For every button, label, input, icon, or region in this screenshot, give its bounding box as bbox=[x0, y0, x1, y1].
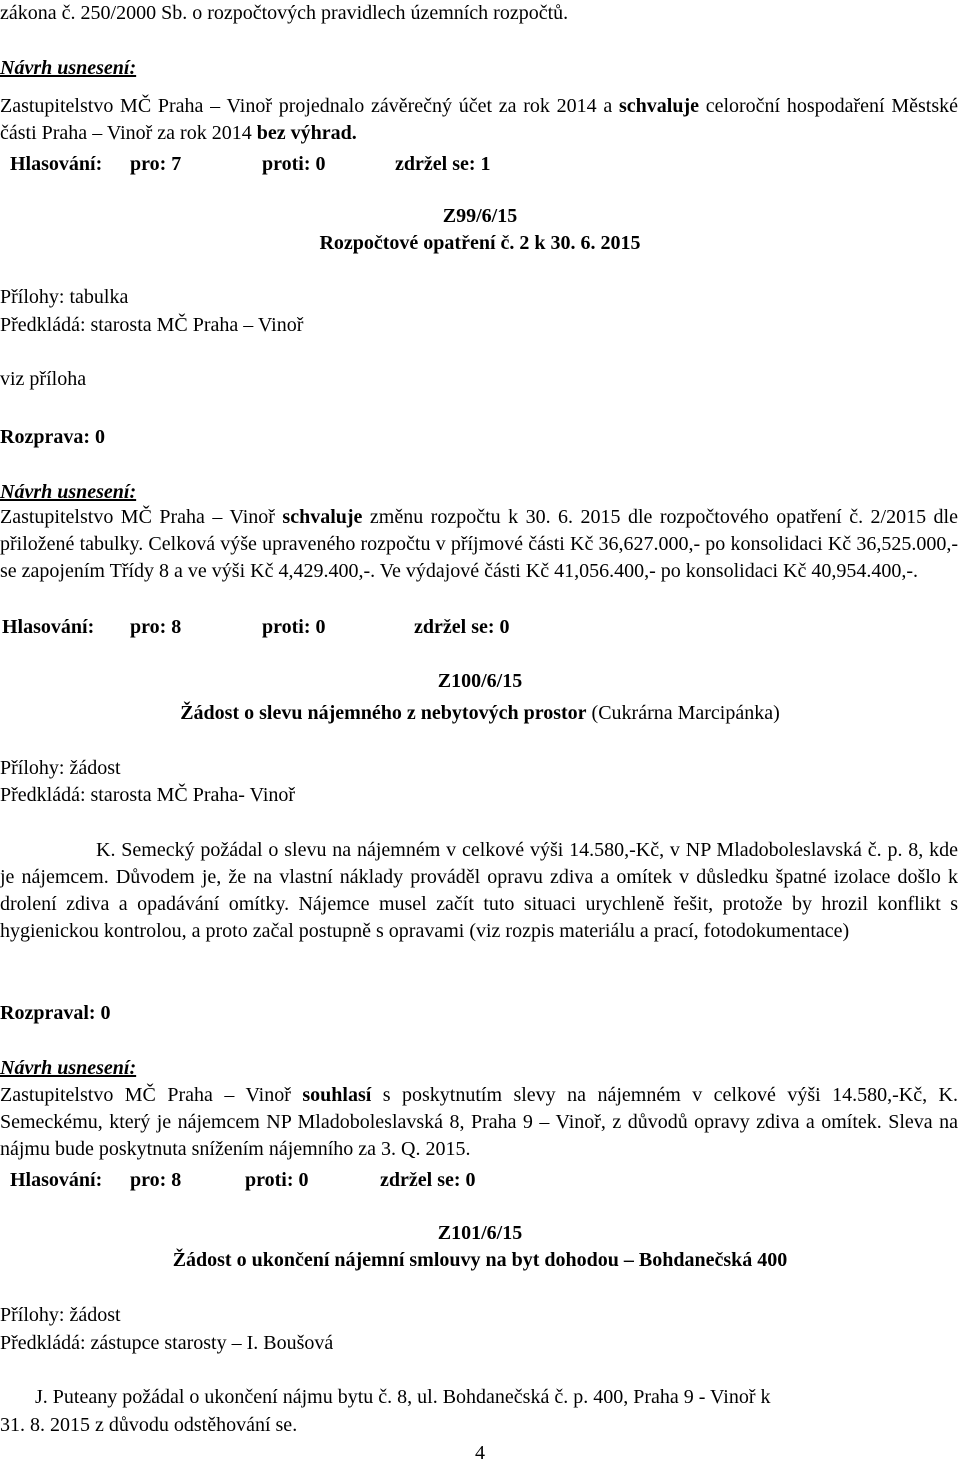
prilohy: Přílohy: žádost bbox=[0, 1304, 121, 1326]
predklada: Předkládá: starosta MČ Praha – Vinoř bbox=[0, 314, 304, 336]
vote-zdrzel: zdržel se: 1 bbox=[395, 153, 491, 175]
prilohy: Přílohy: žádost bbox=[0, 757, 121, 779]
vote-proti: proti: 0 bbox=[262, 153, 326, 175]
section-number: Z99/6/15 bbox=[442, 205, 518, 227]
section-title: Žádost o ukončení nájemní smlouvy na byt dohodou – Bohdanečská 400 bbox=[172, 1249, 788, 1271]
resolution-text: Zastupitelstvo MČ Praha – Vinoř projednalo závěrečný účet za rok 2014 a schvaluje celoroční hospodaření Městské části Praha – Vinoř za rok 2014 bez výhrad. bbox=[0, 95, 958, 144]
predklada: Předkládá: zástupce starosty – I. Boušová bbox=[0, 1332, 334, 1354]
top-line: zákona č. 250/2000 Sb. o rozpočtových pravidlech územních rozpočtů. bbox=[0, 2, 569, 24]
vote-label: Hlasování: bbox=[10, 153, 103, 175]
navrh-usneseni-label: Návrh usnesení: bbox=[0, 481, 137, 503]
predklada: Předkládá: starosta MČ Praha- Vinoř bbox=[0, 784, 296, 806]
vote-zdrzel: zdržel se: 0 bbox=[380, 1169, 476, 1191]
rozprava: Rozpraval: 0 bbox=[0, 1002, 111, 1024]
request-text: K. Semecký požádal o slevu na nájemném v celkové výši 14.580,-Kč, v NP Mladoboleslavská č. p. 8, kde je nájemcem. Důvodem je, že na vlastní náklady prováděl opravu zdiva a omítek v důsledku špatné izolace došlo k drolení zdiva a opadávání omítky. Nájemce musel začít tuto situaci urychleně řešit, protože by hrozil konflikt s hygienickou kontrolou, a proto začal postupně s opravami (viz rozpis materiálu a prací, fotodokumentace) bbox=[0, 839, 958, 942]
request-text-line1: J. Puteany požádal o ukončení nájmu bytu č. 8, ul. Bohdanečská č. p. 400, Praha 9 - Vinoř k bbox=[35, 1386, 771, 1408]
section-number: Z100/6/15 bbox=[437, 670, 523, 692]
prilohy: Přílohy: tabulka bbox=[0, 286, 129, 308]
navrh-usneseni-label: Návrh usnesení: bbox=[0, 57, 137, 79]
vote-zdrzel: zdržel se: 0 bbox=[414, 616, 510, 638]
resolution-text: Zastupitelstvo MČ Praha – Vinoř schvaluje změnu rozpočtu k 30. 6. 2015 dle rozpočtového opatření č. 2/2015 dle přiložené tabulky. Celková výše upraveného rozpočtu v příjmové části Kč 36,627.000,- po konsolidaci Kč 36,525.000,- se zapojením Třídy 8 a ve výši Kč 4,429.400,-. Ve výdajové části Kč 41,056.400,- po konsolidaci Kč 40,954.400,-. bbox=[0, 506, 958, 582]
vote-label: Hlasování: bbox=[10, 1169, 103, 1191]
section-title: Žádost o slevu nájemného z nebytových prostor (Cukrárna Marcipánka) bbox=[180, 702, 780, 724]
resolution-text: Zastupitelstvo MČ Praha – Vinoř souhlasí s poskytnutím slevy na nájemném v celkové výši 14.580,-Kč, K. Semeckému, který je nájemcem NP Mladoboleslavská 8, Praha 9 – Vinoř, z důvodů opravy zdiva a omítek. Sleva na nájmu bude poskytnuta snížením nájemního za 3. Q. 2015. bbox=[0, 1084, 958, 1160]
request-text-line2: 31. 8. 2015 z důvodu odstěhování se. bbox=[0, 1414, 298, 1436]
navrh-usneseni-label: Návrh usnesení: bbox=[0, 1057, 137, 1079]
page-number: 4 bbox=[475, 1442, 485, 1464]
vote-label: Hlasování: bbox=[2, 616, 95, 638]
section-number: Z101/6/15 bbox=[437, 1222, 523, 1244]
vote-pro: pro: 8 bbox=[130, 616, 182, 638]
vote-pro: pro: 7 bbox=[130, 153, 182, 175]
section-title: Rozpočtové opatření č. 2 k 30. 6. 2015 bbox=[319, 232, 641, 254]
rozprava: Rozprava: 0 bbox=[0, 426, 105, 448]
vote-pro: pro: 8 bbox=[130, 1169, 182, 1191]
vote-proti: proti: 0 bbox=[245, 1169, 309, 1191]
viz-priloha: viz příloha bbox=[0, 368, 87, 390]
vote-proti: proti: 0 bbox=[262, 616, 326, 638]
